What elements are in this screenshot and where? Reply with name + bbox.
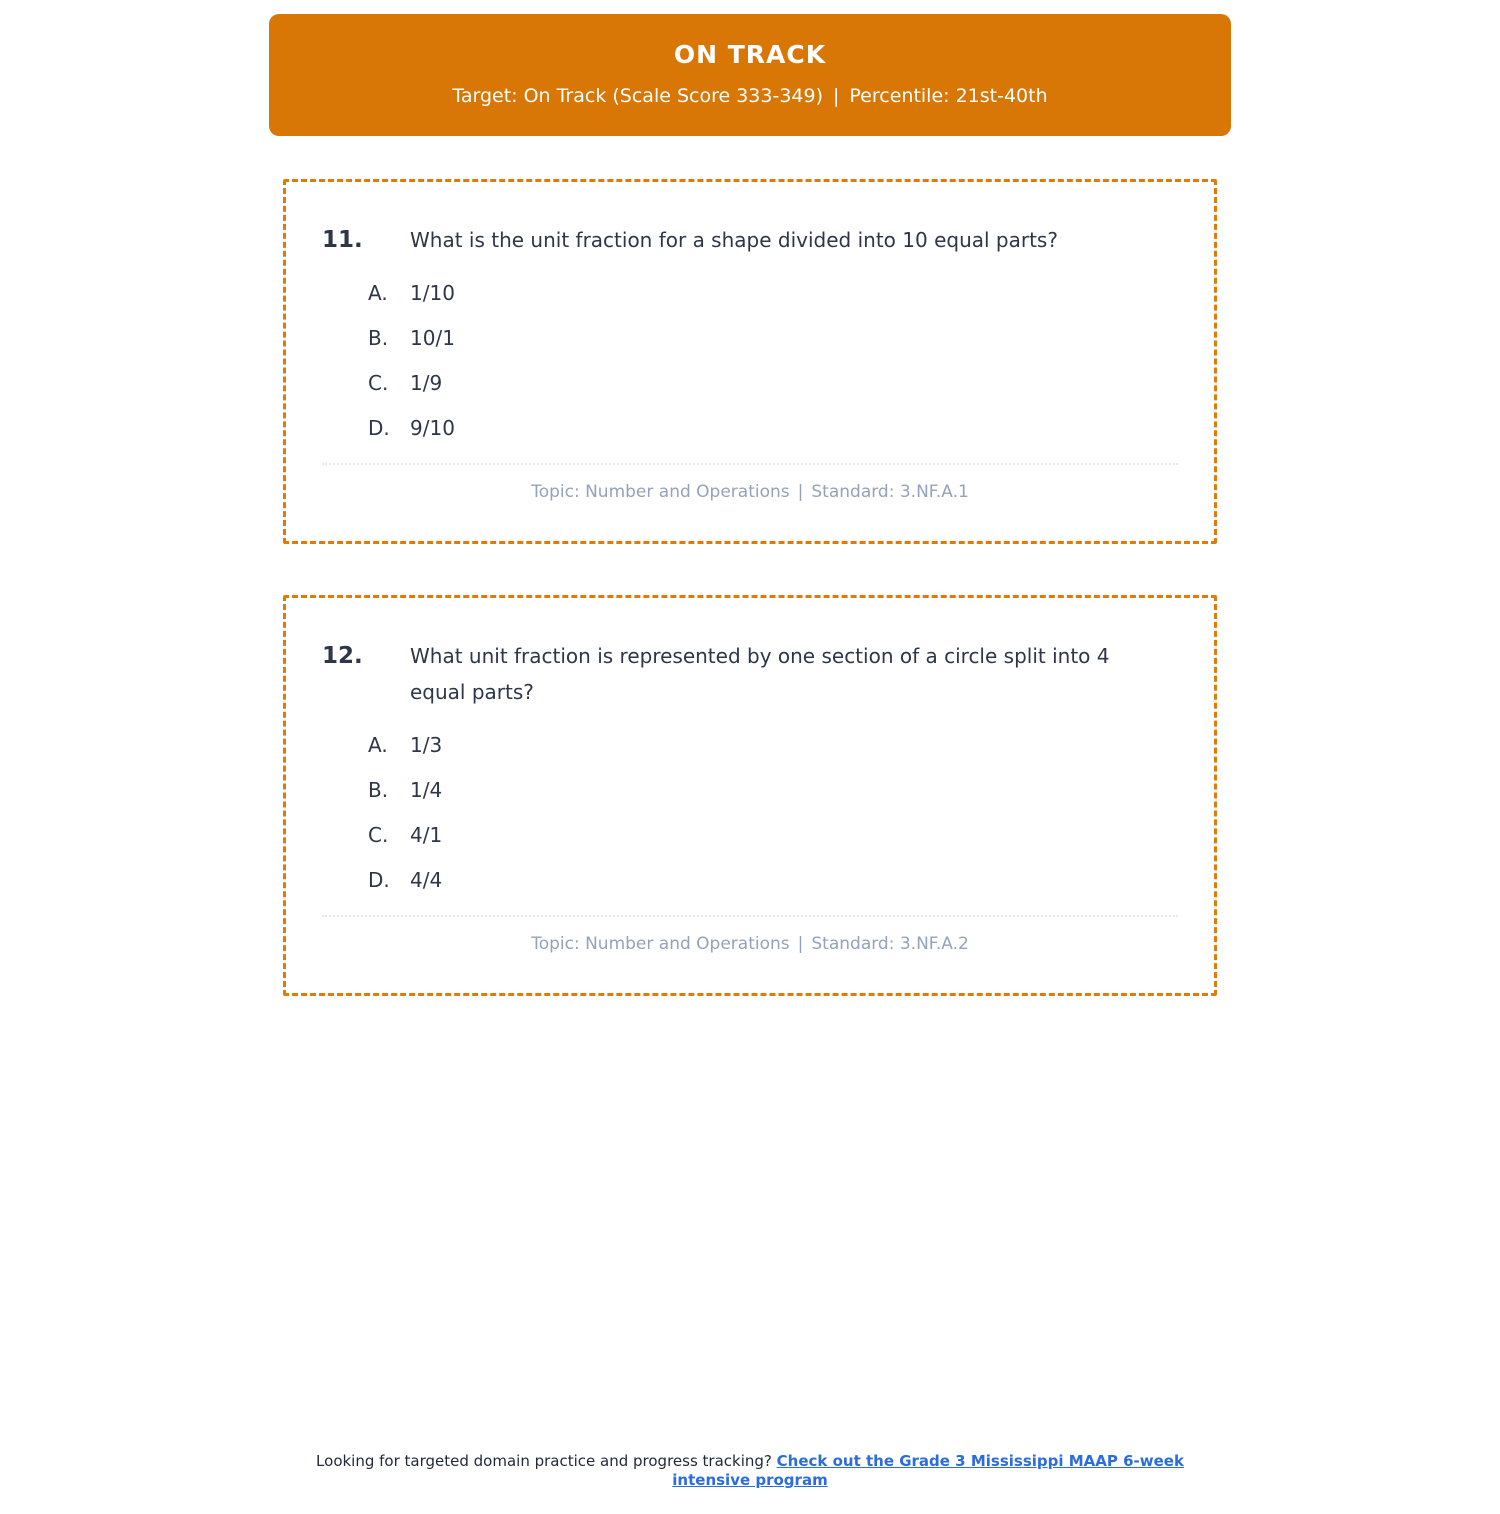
option-value: 1/10 <box>410 281 455 305</box>
question-standard: Standard: 3.NF.A.1 <box>811 482 969 502</box>
option-c <box>368 820 1178 850</box>
card-divider <box>322 915 1178 917</box>
banner-subtitle-separator: | <box>833 85 840 107</box>
card-divider <box>322 463 1178 465</box>
option-a <box>368 730 1178 760</box>
options-list <box>368 278 1178 443</box>
option-letter: A. <box>368 733 388 757</box>
option-value: 4/4 <box>410 868 443 892</box>
banner-target-range: Target: On Track (Scale Score 333-349) <box>452 85 823 107</box>
footer-program-link[interactable]: Check out the Grade 3 Mississippi MAAP 6-week intensive program <box>672 1452 1184 1489</box>
option-value: 4/1 <box>410 823 443 847</box>
question-meta <box>322 933 1178 955</box>
option-d <box>368 413 1178 443</box>
option-a <box>368 278 1178 308</box>
option-value: 1/4 <box>410 778 443 802</box>
option-letter: B. <box>368 778 389 802</box>
score-band-banner <box>269 14 1231 136</box>
question-meta <box>322 481 1178 503</box>
options-list <box>368 730 1178 895</box>
footer-text <box>303 1452 1198 1490</box>
option-value: 10/1 <box>410 326 455 350</box>
option-value: 1/3 <box>410 733 443 757</box>
option-b <box>368 775 1178 805</box>
meta-separator: | <box>797 934 804 954</box>
question-topic: Topic: Number and Operations <box>531 482 790 502</box>
meta-separator: | <box>797 482 804 502</box>
question-number: 12. <box>322 643 363 669</box>
option-letter: C. <box>368 823 389 847</box>
question-row <box>322 222 1178 258</box>
option-value: 1/9 <box>410 371 443 395</box>
question-text: What is the unit fraction for a shape divided into 10 equal parts? <box>410 228 1058 252</box>
option-letter: D. <box>368 416 390 440</box>
option-b <box>368 323 1178 353</box>
option-letter: A. <box>368 281 388 305</box>
question-card-12 <box>283 595 1217 996</box>
footer-prefix: Looking for targeted domain practice and progress tracking? <box>316 1452 777 1470</box>
option-value: 9/10 <box>410 416 455 440</box>
question-text: What unit fraction is represented by one section of a circle split into 4 equal parts? <box>410 644 1110 704</box>
footer-note <box>0 1452 1500 1490</box>
question-row <box>322 638 1178 710</box>
option-c <box>368 368 1178 398</box>
question-standard: Standard: 3.NF.A.2 <box>811 934 969 954</box>
banner-subtitle <box>293 84 1207 108</box>
option-letter: C. <box>368 371 389 395</box>
option-d <box>368 865 1178 895</box>
question-number: 11. <box>322 227 363 253</box>
banner-percentile: Percentile: 21st-40th <box>849 85 1048 107</box>
banner-title: ON TRACK <box>673 40 827 69</box>
question-card-11 <box>283 179 1217 544</box>
question-topic: Topic: Number and Operations <box>531 934 790 954</box>
option-letter: D. <box>368 868 390 892</box>
option-letter: B. <box>368 326 389 350</box>
